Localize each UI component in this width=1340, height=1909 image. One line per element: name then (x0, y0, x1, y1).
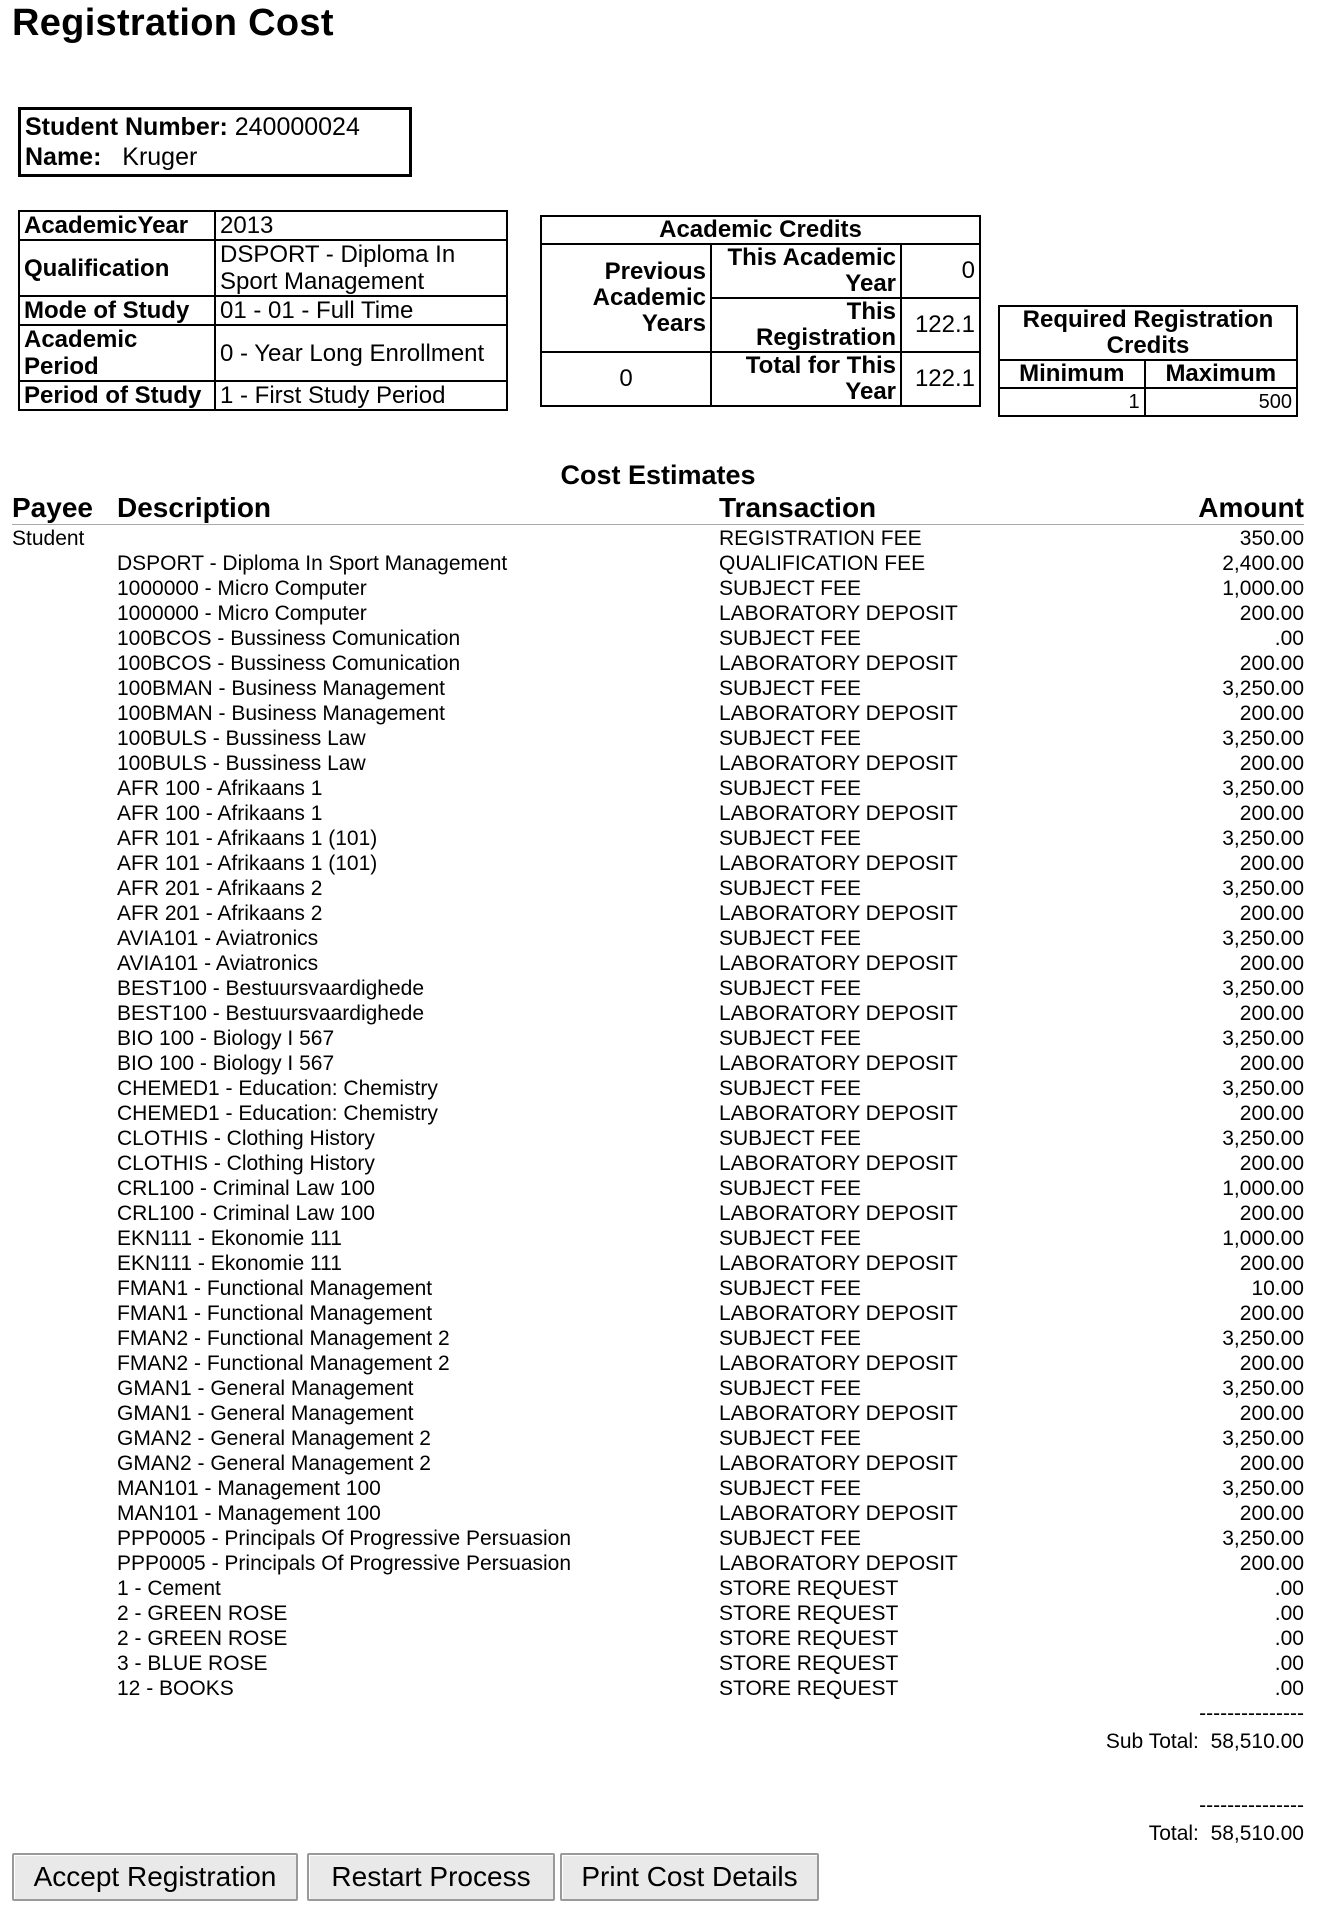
row-amount: 200.00 (1239, 1402, 1304, 1425)
row-transaction: STORE REQUEST (719, 1602, 899, 1625)
row-transaction: LABORATORY DEPOSIT (719, 1402, 958, 1425)
row-amount: 3,250.00 (1222, 1027, 1304, 1050)
table-row (12, 1051, 1304, 1076)
row-transaction: LABORATORY DEPOSIT (719, 1252, 958, 1275)
row-amount: 3,250.00 (1222, 877, 1304, 900)
row-amount: 200.00 (1239, 1152, 1304, 1175)
row-amount: 3,250.00 (1222, 1077, 1304, 1100)
table-row (12, 726, 1304, 751)
row-amount: 200.00 (1239, 852, 1304, 875)
minimum-label: Minimum (999, 360, 1145, 388)
table-row (12, 1376, 1304, 1401)
student-name-label: Name: (25, 143, 102, 171)
row-transaction: LABORATORY DEPOSIT (719, 1002, 958, 1025)
row-transaction: LABORATORY DEPOSIT (719, 1102, 958, 1125)
info-label: Academic Period (19, 325, 215, 381)
table-row (12, 1526, 1304, 1551)
row-transaction: SUBJECT FEE (719, 1277, 861, 1300)
row-description: FMAN2 - Functional Management 2 (117, 1352, 450, 1375)
row-description: FMAN1 - Functional Management (117, 1277, 433, 1300)
row-description: FMAN1 - Functional Management (117, 1302, 433, 1325)
row-transaction: SUBJECT FEE (719, 827, 861, 850)
this-registration-label: This Registration (711, 298, 901, 352)
row-amount: 200.00 (1239, 1052, 1304, 1075)
row-amount: 3,250.00 (1222, 1327, 1304, 1350)
row-transaction: LABORATORY DEPOSIT (719, 1152, 958, 1175)
row-transaction: SUBJECT FEE (719, 727, 861, 750)
info-row-academic-period (19, 325, 507, 381)
row-transaction: STORE REQUEST (719, 1627, 899, 1650)
table-row (12, 1226, 1304, 1251)
required-credits-table (998, 305, 1298, 417)
row-description: 3 - BLUE ROSE (117, 1652, 268, 1675)
table-row (12, 1651, 1304, 1676)
row-description: MAN101 - Management 100 (117, 1502, 381, 1525)
row-amount: 350.00 (1239, 527, 1304, 550)
row-description: GMAN2 - General Management 2 (117, 1427, 431, 1450)
row-description: PPP0005 - Principals Of Progressive Persuasion (117, 1552, 572, 1575)
row-amount: 1,000.00 (1222, 1227, 1304, 1250)
table-row (12, 1676, 1304, 1701)
table-row (12, 901, 1304, 926)
row-transaction: SUBJECT FEE (719, 1127, 861, 1150)
subtotal-separator: --------------- (1199, 1702, 1304, 1725)
row-description: BIO 100 - Biology I 567 (117, 1027, 335, 1050)
row-transaction: STORE REQUEST (719, 1577, 899, 1600)
row-transaction: LABORATORY DEPOSIT (719, 702, 958, 725)
row-description: 2 - GREEN ROSE (117, 1627, 288, 1650)
total-value: 58,510.00 (1210, 1822, 1304, 1845)
row-transaction: STORE REQUEST (719, 1652, 899, 1675)
table-row (12, 1126, 1304, 1151)
row-amount: .00 (1274, 627, 1304, 650)
subtotal-line (1106, 1730, 1304, 1754)
table-row (12, 1201, 1304, 1226)
row-transaction: SUBJECT FEE (719, 777, 861, 800)
student-number-label: Student Number: (25, 113, 228, 141)
row-transaction: SUBJECT FEE (719, 877, 861, 900)
info-value: DSPORT - Diploma In Sport Management (215, 240, 507, 296)
info-label: Mode of Study (19, 296, 215, 325)
cost-table-header (12, 490, 1304, 525)
row-amount: 200.00 (1239, 802, 1304, 825)
row-amount: 200.00 (1239, 1352, 1304, 1375)
student-info-box (18, 107, 412, 177)
info-label: AcademicYear (19, 211, 215, 240)
table-row (12, 676, 1304, 701)
table-row (12, 876, 1304, 901)
row-description: 100BMAN - Business Management (117, 702, 445, 725)
print-cost-details-button[interactable]: Print Cost Details (560, 1853, 819, 1901)
table-row (12, 1426, 1304, 1451)
row-amount: 3,250.00 (1222, 1377, 1304, 1400)
row-description: 1000000 - Micro Computer (117, 602, 367, 625)
row-description: 100BCOS - Bussiness Comunication (117, 627, 461, 650)
cost-table-body (12, 526, 1304, 1701)
row-amount: 200.00 (1239, 702, 1304, 725)
info-row-qualification (19, 240, 507, 296)
row-amount: 10.00 (1251, 1277, 1304, 1300)
previous-years-label: Previous Academic Years (541, 244, 711, 352)
table-row (12, 1251, 1304, 1276)
row-transaction: SUBJECT FEE (719, 977, 861, 1000)
info-label: Period of Study (19, 381, 215, 410)
subtotal-label: Sub Total: (1105, 1730, 1199, 1753)
row-amount: 200.00 (1239, 1502, 1304, 1525)
row-description: GMAN1 - General Management (117, 1402, 414, 1425)
academic-credits-table (540, 215, 981, 407)
table-row (12, 551, 1304, 576)
info-row-mode-of-study (19, 296, 507, 325)
row-amount: 200.00 (1239, 1102, 1304, 1125)
total-this-year-label: Total for This Year (711, 352, 901, 406)
row-amount: 3,250.00 (1222, 677, 1304, 700)
row-amount: .00 (1274, 1602, 1304, 1625)
table-row (12, 1026, 1304, 1051)
row-description: 100BMAN - Business Management (117, 677, 445, 700)
row-amount: 200.00 (1239, 602, 1304, 625)
row-transaction: LABORATORY DEPOSIT (719, 1202, 958, 1225)
row-amount: 200.00 (1239, 902, 1304, 925)
row-amount: 200.00 (1239, 752, 1304, 775)
table-row (12, 1401, 1304, 1426)
row-amount: 3,250.00 (1222, 1477, 1304, 1500)
row-description: AFR 101 - Afrikaans 1 (101) (117, 827, 378, 850)
row-transaction: LABORATORY DEPOSIT (719, 602, 958, 625)
row-description: GMAN2 - General Management 2 (117, 1452, 431, 1475)
row-description: AVIA101 - Aviatronics (117, 927, 319, 950)
table-row (12, 1301, 1304, 1326)
row-amount: 200.00 (1239, 1252, 1304, 1275)
row-description: CLOTHIS - Clothing History (117, 1152, 375, 1175)
page-title: Registration Cost (12, 2, 334, 44)
row-amount: 200.00 (1239, 652, 1304, 675)
table-row (12, 751, 1304, 776)
info-value: 2013 (215, 211, 507, 240)
info-value: 0 - Year Long Enrollment (215, 325, 507, 381)
row-description: DSPORT - Diploma In Sport Management (117, 552, 508, 575)
row-transaction: SUBJECT FEE (719, 1377, 861, 1400)
header-description: Description (117, 492, 272, 523)
row-description: 2 - GREEN ROSE (117, 1602, 288, 1625)
row-description: BEST100 - Bestuursvaardighede (117, 1002, 425, 1025)
info-value: 01 - 01 - Full Time (215, 296, 507, 325)
row-payee: Student (12, 527, 85, 550)
row-description: AFR 201 - Afrikaans 2 (117, 902, 323, 925)
header-payee: Payee (12, 492, 93, 523)
row-description: AVIA101 - Aviatronics (117, 952, 319, 975)
row-amount: .00 (1274, 1677, 1304, 1700)
row-description: BIO 100 - Biology I 567 (117, 1052, 335, 1075)
total-label: Total: (1148, 1822, 1199, 1845)
row-transaction: LABORATORY DEPOSIT (719, 1552, 958, 1575)
table-row (12, 1476, 1304, 1501)
row-description: EKN111 - Ekonomie 111 (117, 1227, 342, 1250)
table-row (12, 1326, 1304, 1351)
row-amount: 3,250.00 (1222, 1527, 1304, 1550)
credits-title: Academic Credits (541, 216, 980, 244)
row-description: CLOTHIS - Clothing History (117, 1127, 375, 1150)
row-amount: 200.00 (1239, 1202, 1304, 1225)
row-description: AFR 100 - Afrikaans 1 (117, 802, 323, 825)
row-transaction: LABORATORY DEPOSIT (719, 902, 958, 925)
table-row (12, 926, 1304, 951)
row-description: CRL100 - Criminal Law 100 (117, 1202, 375, 1225)
row-amount: 3,250.00 (1222, 1427, 1304, 1450)
table-row (12, 826, 1304, 851)
row-transaction: QUALIFICATION FEE (719, 552, 926, 575)
this-year-value: 0 (901, 244, 980, 298)
row-amount: .00 (1274, 1577, 1304, 1600)
row-transaction: SUBJECT FEE (719, 1527, 861, 1550)
row-transaction: LABORATORY DEPOSIT (719, 752, 958, 775)
table-row (12, 1151, 1304, 1176)
row-description: CRL100 - Criminal Law 100 (117, 1177, 375, 1200)
row-amount: 200.00 (1239, 952, 1304, 975)
row-transaction: LABORATORY DEPOSIT (719, 802, 958, 825)
info-value: 1 - First Study Period (215, 381, 507, 410)
row-amount: 1,000.00 (1222, 577, 1304, 600)
table-row (12, 626, 1304, 651)
table-row (12, 951, 1304, 976)
table-row (12, 1276, 1304, 1301)
cost-estimates-title: Cost Estimates (560, 460, 756, 490)
row-description: CHEMED1 - Education: Chemistry (117, 1102, 438, 1125)
row-transaction: LABORATORY DEPOSIT (719, 1302, 958, 1325)
row-transaction: LABORATORY DEPOSIT (719, 652, 958, 675)
row-amount: 3,250.00 (1222, 927, 1304, 950)
row-amount: 3,250.00 (1222, 727, 1304, 750)
row-amount: 3,250.00 (1222, 777, 1304, 800)
row-amount: .00 (1274, 1627, 1304, 1650)
row-description: 12 - BOOKS (117, 1677, 234, 1700)
row-transaction: LABORATORY DEPOSIT (719, 1352, 958, 1375)
student-number-value: 240000024 (234, 113, 360, 141)
row-description: 100BULS - Bussiness Law (117, 727, 366, 750)
total-this-year-value: 122.1 (901, 352, 980, 406)
this-year-label: This Academic Year (711, 244, 901, 298)
student-name-line (25, 142, 405, 172)
row-transaction: LABORATORY DEPOSIT (719, 952, 958, 975)
table-row (12, 1001, 1304, 1026)
row-description: 1 - Cement (117, 1577, 221, 1600)
row-transaction: SUBJECT FEE (719, 677, 861, 700)
row-amount: 3,250.00 (1222, 977, 1304, 1000)
this-registration-value: 122.1 (901, 298, 980, 352)
row-transaction: SUBJECT FEE (719, 1427, 861, 1450)
row-transaction: SUBJECT FEE (719, 1327, 861, 1350)
total-separator: --------------- (1199, 1794, 1304, 1817)
table-row (12, 851, 1304, 876)
table-row (12, 1626, 1304, 1651)
row-transaction: LABORATORY DEPOSIT (719, 1502, 958, 1525)
row-description: 100BCOS - Bussiness Comunication (117, 652, 461, 675)
row-description: FMAN2 - Functional Management 2 (117, 1327, 450, 1350)
table-row (12, 801, 1304, 826)
row-transaction: SUBJECT FEE (719, 1177, 861, 1200)
table-row (12, 776, 1304, 801)
row-description: AFR 100 - Afrikaans 1 (117, 777, 323, 800)
total-line (1149, 1822, 1304, 1846)
table-row (12, 576, 1304, 601)
student-name-value: Kruger (122, 143, 198, 171)
info-row-academic-year (19, 211, 507, 240)
row-amount: 3,250.00 (1222, 827, 1304, 850)
row-transaction: SUBJECT FEE (719, 1477, 861, 1500)
row-description: AFR 101 - Afrikaans 1 (101) (117, 852, 378, 875)
row-amount: .00 (1274, 1652, 1304, 1675)
table-row (12, 1451, 1304, 1476)
table-row (12, 1576, 1304, 1601)
table-row (12, 1176, 1304, 1201)
row-description: PPP0005 - Principals Of Progressive Persuasion (117, 1527, 572, 1550)
row-description: MAN101 - Management 100 (117, 1477, 381, 1500)
row-transaction: LABORATORY DEPOSIT (719, 852, 958, 875)
table-row (12, 651, 1304, 676)
row-transaction: LABORATORY DEPOSIT (719, 1452, 958, 1475)
row-transaction: SUBJECT FEE (719, 927, 861, 950)
row-amount: 200.00 (1239, 1002, 1304, 1025)
table-row (12, 701, 1304, 726)
row-transaction: SUBJECT FEE (719, 627, 861, 650)
row-amount: 200.00 (1239, 1452, 1304, 1475)
row-amount: 200.00 (1239, 1302, 1304, 1325)
row-description: GMAN1 - General Management (117, 1377, 414, 1400)
row-description: 100BULS - Bussiness Law (117, 752, 366, 775)
previous-years-value: 0 (541, 352, 711, 406)
table-row (12, 976, 1304, 1001)
table-row (12, 526, 1304, 551)
minimum-value: 1 (999, 388, 1145, 416)
row-transaction: SUBJECT FEE (719, 1027, 861, 1050)
accept-registration-button[interactable]: Accept Registration (12, 1853, 298, 1901)
row-transaction: SUBJECT FEE (719, 1077, 861, 1100)
table-row (12, 1076, 1304, 1101)
row-description: EKN111 - Ekonomie 111 (117, 1252, 342, 1275)
row-description: AFR 201 - Afrikaans 2 (117, 877, 323, 900)
registration-info-table (18, 210, 508, 411)
table-row (12, 1501, 1304, 1526)
row-transaction: SUBJECT FEE (719, 1227, 861, 1250)
header-amount: Amount (1198, 492, 1304, 523)
table-row (12, 1601, 1304, 1626)
maximum-label: Maximum (1145, 360, 1297, 388)
row-amount: 200.00 (1239, 1552, 1304, 1575)
restart-process-button[interactable]: Restart Process (307, 1853, 555, 1901)
row-description: BEST100 - Bestuursvaardighede (117, 977, 425, 1000)
table-row (12, 601, 1304, 626)
table-row (12, 1351, 1304, 1376)
subtotal-value: 58,510.00 (1210, 1730, 1304, 1753)
row-amount: 3,250.00 (1222, 1127, 1304, 1150)
row-description: CHEMED1 - Education: Chemistry (117, 1077, 438, 1100)
row-description: 1000000 - Micro Computer (117, 577, 367, 600)
table-row (12, 1101, 1304, 1126)
info-row-period-of-study (19, 381, 507, 410)
info-label: Qualification (19, 240, 215, 296)
row-transaction: REGISTRATION FEE (719, 527, 922, 550)
row-amount: 1,000.00 (1222, 1177, 1304, 1200)
row-transaction: LABORATORY DEPOSIT (719, 1052, 958, 1075)
maximum-value: 500 (1145, 388, 1297, 416)
table-row (12, 1551, 1304, 1576)
student-number-line (25, 112, 405, 142)
required-credits-title: Required Registration Credits (999, 306, 1297, 360)
row-amount: 2,400.00 (1222, 552, 1304, 575)
row-transaction: STORE REQUEST (719, 1677, 899, 1700)
row-transaction: SUBJECT FEE (719, 577, 861, 600)
header-transaction: Transaction (719, 492, 877, 523)
